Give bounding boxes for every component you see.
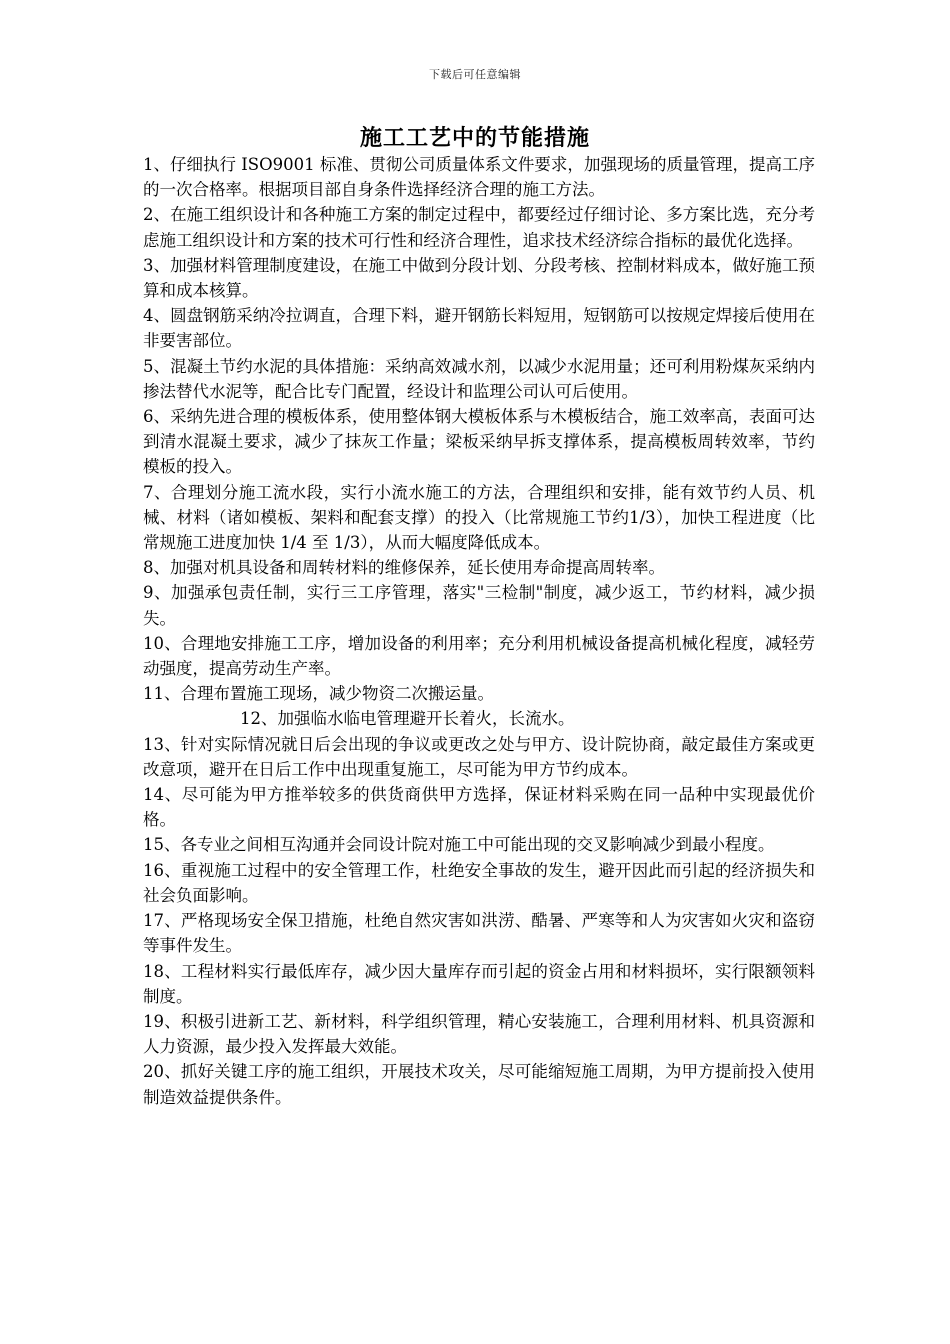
paragraph: 10、合理地安排施工工序，增加设备的利用率；充分利用机械设备提高机械化程度，减轻劳动强度，提高劳动生产率。 — [143, 633, 815, 679]
paragraph: 1、仔细执行 ISO9001 标准、贯彻公司质量体系文件要求，加强现场的质量管理，提高工序的一次合格率。根据项目部自身条件选择经济合理的施工方法。 — [143, 155, 815, 200]
paragraph: 16、重视施工过程中的安全管理工作，杜绝安全事故的发生，避开因此而引起的经济损失和社会负面影响。 — [143, 860, 815, 905]
document-title: 施工工艺中的节能措施 — [359, 125, 590, 151]
paragraph: 2、在施工组织设计和各种施工方案的制定过程中，都要经过仔细讨论、多方案比选，充分考虑施工组织设计和方案的技术可行性和经济合理性，追求技术经济综合指标的最优化选择。 — [143, 205, 815, 250]
paragraph: 8、加强对机具设备和周转材料的维修保养，延长使用寿命提高周转率。 — [143, 558, 665, 578]
document-body — [143, 152, 815, 1110]
paragraph: 17、严格现场安全保卫措施，杜绝自然灾害如洪涝、酷暑、严寒等和人为灾害如火灾和盗窃等事件发生。 — [143, 911, 815, 956]
paragraph: 13、针对实际情况就日后会出现的争议或更改之处与甲方、设计院协商，敲定最佳方案或更改意项，避开在日后工作中出现重复施工，尽可能为甲方节约成本。 — [143, 734, 815, 779]
paragraph: 7、合理划分施工流水段，实行小流水施工的方法，合理组织和安排，能有效节约人员、机械、材料（诸如模板、架料和配套支撑）的投入（比常规施工节约1/3），加快工程进度（比常规施工进度加快 1/4 至 1/3），从而大幅度降低成本。 — [143, 482, 815, 553]
paragraph: 19、积极引进新工艺、新材料，科学组织管理，精心安装施工，合理利用材料、机具资源和人力资源，最少投入发挥最大效能。 — [143, 1011, 815, 1057]
header-note: 下载后可任意编辑 — [429, 68, 521, 81]
paragraph: 4、圆盘钢筋采纳冷拉调直，合理下料，避开钢筋长料短用，短钢筋可以按规定焊接后使用在非要害部位。 — [143, 306, 815, 351]
paragraph: 11、合理布置施工现场，减少物资二次搬运量。 — [143, 684, 494, 704]
paragraph: 3、加强材料管理制度建设，在施工中做到分段计划、分段考核、控制材料成本，做好施工预算和成本核算。 — [143, 255, 815, 301]
paragraph: 20、抓好关键工序的施工组织，开展技术攻关，尽可能缩短施工周期，为甲方提前投入使用制造效益提供条件。 — [143, 1062, 815, 1107]
paragraph: 18、工程材料实行最低库存，减少因大量库存而引起的资金占用和材料损坏，实行限额领料制度。 — [143, 961, 815, 1006]
paragraph: 12、加强临水临电管理避开长着火，长流水。 — [240, 709, 575, 729]
paragraph: 14、尽可能为甲方推举较多的供货商供甲方选择，保证材料采购在同一品种中实现最优价格。 — [143, 785, 815, 830]
paragraph: 5、混凝土节约水泥的具体措施：采纳高效减水剂，以减少水泥用量；还可利用粉煤灰采纳内掺法替代水泥等，配合比专门配置，经设计和监理公司认可后使用。 — [143, 356, 815, 401]
paragraph: 6、采纳先进合理的模板体系，使用整体钢大模板体系与木模板结合，施工效率高，表面可达到清水混凝土要求，减少了抹灰工作量；梁板采纳早拆支撑体系，提高模板周转效率，节约模板的投入。 — [143, 407, 815, 477]
paragraph: 9、加强承包责任制，实行三工序管理，落实"三检制"制度，减少返工，节约材料，减少损失。 — [143, 583, 815, 628]
paragraph: 15、各专业之间相互沟通并会同设计院对施工中可能出现的交叉影响减少到最小程度。 — [143, 835, 775, 855]
